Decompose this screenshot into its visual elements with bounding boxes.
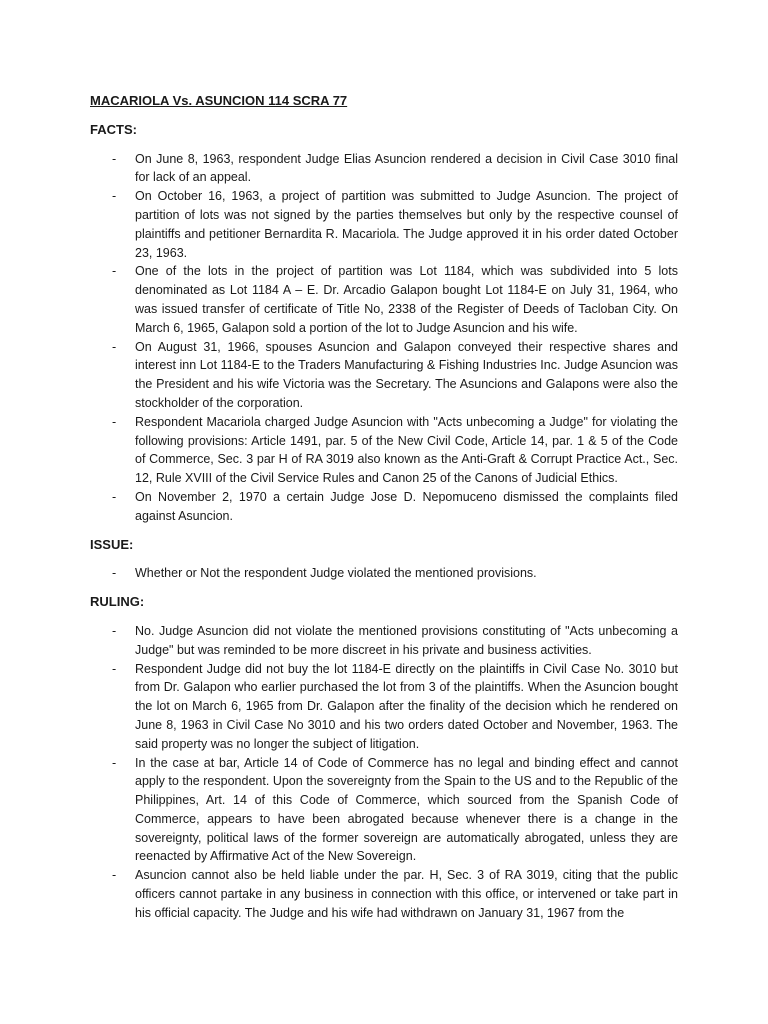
list-item bbox=[90, 866, 678, 922]
list-item bbox=[90, 338, 678, 413]
list-item bbox=[90, 622, 678, 660]
list-item bbox=[90, 754, 678, 867]
list-item-text: One of the lots in the project of partition was Lot 1184, which was subdivided into 5 lots denominated as Lot 1184 A – E. Dr. Arcadio Galapon bought Lot 1184-E on July 31, 1964, who was issued transfer of certificate of Title No, 2338 of the Register of Deeds of Tacloban City. On March 6, 1965, Galapon sold a portion of the lot to Judge Asuncion and his wife. bbox=[135, 264, 678, 335]
ruling-list bbox=[90, 622, 678, 923]
dash-bullet: - bbox=[112, 755, 117, 770]
dash-bullet: - bbox=[112, 661, 117, 676]
section-heading-issue: ISSUE: bbox=[90, 536, 134, 552]
list-item bbox=[90, 660, 678, 754]
list-item-text: On August 31, 1966, spouses Asuncion and Galapon conveyed their respective shares and interest inn Lot 1184-E to the Traders Manufacturing & Fishing Industries Inc. Judge Asuncion was the President and his wife Victoria was the Secretary. The Asuncions and Galapons were also the stockholder of the corporation. bbox=[135, 339, 678, 410]
dash-bullet: - bbox=[112, 489, 117, 504]
list-item-text: On June 8, 1963, respondent Judge Elias Asuncion rendered a decision in Civil Case 3010 final for lack of an appeal. bbox=[135, 151, 678, 185]
list-item-text: On October 16, 1963, a project of partition was submitted to Judge Asuncion. The project of partition of lots was not signed by the parties themselves but only by the respective counsel of plaintiffs and petitioner Bernardita R. Macariola. The Judge approved it in his order dated October 23, 1963. bbox=[135, 189, 678, 260]
dash-bullet: - bbox=[112, 339, 117, 354]
document-page bbox=[90, 92, 678, 933]
list-item bbox=[90, 413, 678, 488]
section-heading-ruling: RULING: bbox=[90, 594, 145, 610]
list-item-text: Whether or Not the respondent Judge violated the mentioned provisions. bbox=[135, 566, 537, 581]
list-item bbox=[90, 488, 678, 526]
document-title: MACARIOLA Vs. ASUNCION 114 SCRA 77 bbox=[90, 93, 348, 108]
list-item-text: Respondent Judge did not buy the lot 1184-E directly on the plaintiffs in Civil Case No. 3010 but from Dr. Galapon who earlier purchased the lot from 3 of the plaintiffs. When the Asuncion bought the lot on March 6, 1965 from Dr. Galapon after the finality of the decision which he rendered on June 8, 1963 in Civil Case No 3010 and his two orders dated October and November, 1963. The said property was no longer the subject of litigation. bbox=[135, 661, 678, 751]
list-item bbox=[90, 150, 678, 188]
dash-bullet: - bbox=[112, 414, 117, 429]
facts-list bbox=[90, 150, 678, 526]
list-item-text: No. Judge Asuncion did not violate the mentioned provisions constituting of "Acts unbecoming a Judge" but was reminded to be more discreet in his private and business activities. bbox=[135, 623, 678, 657]
list-item-text: On November 2, 1970 a certain Judge Jose D. Nepomuceno dismissed the complaints filed against Asuncion. bbox=[135, 489, 678, 523]
dash-bullet: - bbox=[112, 151, 117, 166]
list-item-text: Asuncion cannot also be held liable under the par. H, Sec. 3 of RA 3019, citing that the public officers cannot partake in any business in connection with this office, or intervened or take part in his official capacity. The Judge and his wife had withdrawn on January 31, 1967 from the bbox=[135, 868, 678, 920]
dash-bullet: - bbox=[112, 623, 117, 638]
dash-bullet: - bbox=[112, 264, 117, 279]
list-item-text: In the case at bar, Article 14 of Code of Commerce has no legal and binding effect and cannot apply to the respondent. Upon the sovereignty from the Spain to the US and to the Republic of the Philippines, Art. 14 of this Code of Commerce, which sourced from the Spanish Code of Commerce, appears to have been abrogated because whenever there is a change in the sovereignty, political laws of the former sovereign are automatically abrogated, unless they are reenacted by Affirmative Act of the New Sovereign. bbox=[135, 755, 678, 864]
list-item bbox=[90, 262, 678, 337]
list-item-text: Respondent Macariola charged Judge Asuncion with "Acts unbecoming a Judge" for violating the following provisions: Article 1491, par. 5 of the New Civil Code, Article 14, par. 1 & 5 of the Code of Commerce, Sec. 3 par H of RA 3019 also known as the Anti-Graft & Corrupt Practice Act., Sec. 12, Rule XVIII of the Civil Service Rules and Canon 25 of the Canons of Judicial Ethics. bbox=[135, 414, 678, 486]
issue-list bbox=[90, 564, 678, 583]
dash-bullet: - bbox=[112, 189, 117, 204]
section-heading-facts: FACTS: bbox=[90, 121, 137, 137]
list-item bbox=[90, 564, 678, 583]
dash-bullet: - bbox=[112, 566, 117, 581]
dash-bullet: - bbox=[112, 868, 117, 883]
list-item bbox=[90, 187, 678, 262]
